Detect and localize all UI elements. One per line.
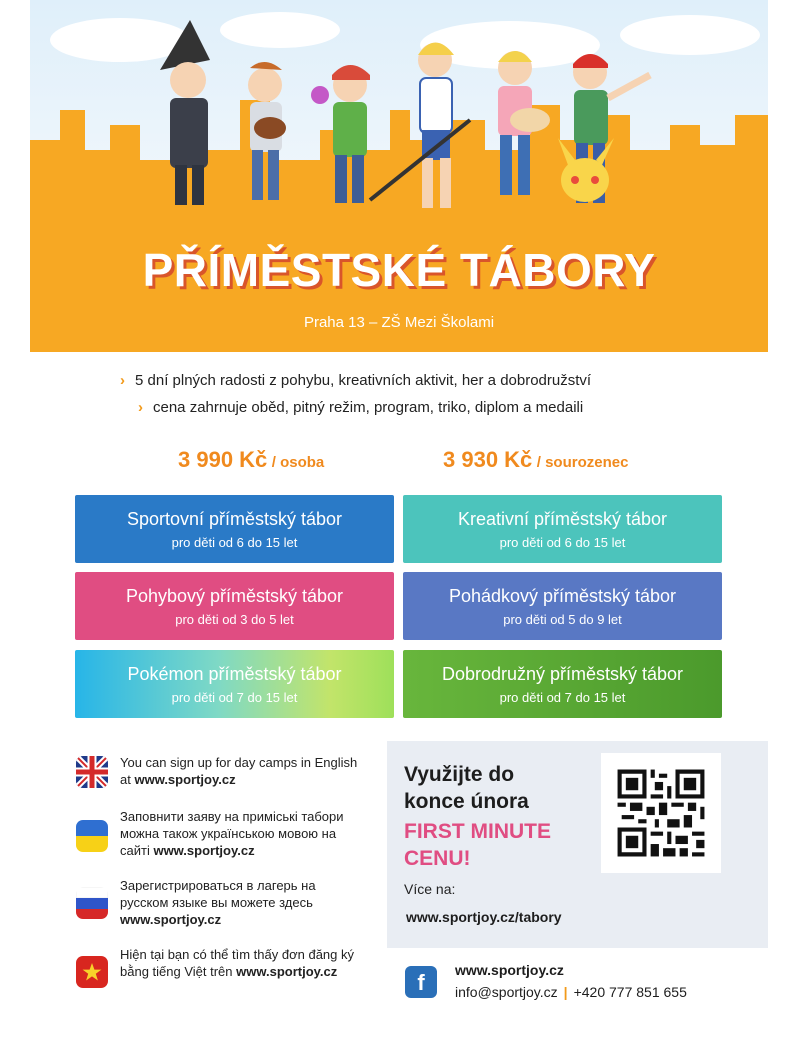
- promo-highlight-line: FIRST MINUTE: [404, 820, 551, 843]
- camp-name: Pokémon příměstský tábor: [127, 664, 342, 684]
- camp-name: Pohybový příměstský tábor: [125, 586, 344, 606]
- website-link[interactable]: www.sportjoy.cz: [455, 962, 564, 978]
- camp-age: pro děti od 6 do 15 let: [171, 535, 298, 550]
- language-note-text: Зарегистрироваться в лагерь на русском языке вы можете здесь: [120, 878, 316, 910]
- hero-banner: [30, 0, 768, 352]
- language-note-text: Заповнити заяву на примiськi табори можна також українською мовою на сайті: [120, 809, 344, 858]
- camp-age: pro děti od 6 do 15 let: [499, 535, 626, 550]
- camp-creative-tile[interactable]: [403, 495, 722, 563]
- price-unit: / osoba: [271, 454, 325, 471]
- camp-name: Dobrodružný příměstský tábor: [441, 664, 684, 684]
- more-info-label: Více na:: [404, 881, 456, 897]
- camp-name: Pohádkový příměstský tábor: [448, 586, 677, 606]
- promo-heading-line: Využijte do: [404, 763, 515, 786]
- price-sibling: [443, 447, 628, 473]
- page-title: PŘÍMĚSTSKÉ TÁBORY: [142, 244, 656, 296]
- camp-age: pro děti od 5 do 9 let: [503, 612, 622, 627]
- first-minute-promo: [387, 741, 768, 948]
- camp-adventure-tile[interactable]: [403, 650, 722, 718]
- price-amount: 3 990 Kč: [178, 447, 268, 472]
- contact-line: [455, 984, 687, 1000]
- language-note-text: You can sign up for day camps in English at: [120, 755, 358, 787]
- location-subtitle: Praha 13 – ZŠ Mezi Školami: [303, 314, 495, 331]
- email-link[interactable]: info@sportjoy.cz: [455, 984, 558, 1000]
- vietnam-flag-icon: [76, 956, 108, 988]
- camp-age: pro děti od 3 do 5 let: [175, 612, 294, 627]
- language-note-text: Hiện tại bạn có thể tìm thấy đơn đăng ký bằng tiếng Việt trên: [120, 947, 354, 979]
- facebook-icon[interactable]: f: [405, 966, 437, 998]
- camp-sport-tile[interactable]: [75, 495, 394, 563]
- price-amount: 3 930 Kč: [443, 447, 533, 472]
- camp-pokemon-tile[interactable]: [75, 650, 394, 718]
- promo-url-link[interactable]: www.sportjoy.cz/tabory: [406, 909, 562, 925]
- separator: |: [563, 984, 568, 1000]
- price-unit: / sourozenec: [536, 454, 629, 471]
- uk-flag-icon: [76, 756, 108, 788]
- language-note-russian: [76, 877, 366, 928]
- russia-flag-icon: [76, 887, 108, 919]
- list-item: [120, 371, 591, 398]
- promo-highlight: [404, 818, 551, 872]
- bullet-text: 5 dní plných radosti z pohybu, kreativních aktivit, her a dobrodružství: [135, 372, 592, 389]
- camp-name: Sportovní příměstský tábor: [126, 509, 343, 529]
- language-note-link[interactable]: www.sportjoy.cz: [236, 964, 338, 979]
- bullet-text: cena zahrnuje oběd, pitný režim, program, triko, diplom a medaili: [153, 399, 584, 416]
- language-note-link[interactable]: www.sportjoy.cz: [134, 772, 236, 787]
- chevron-right-icon: ›: [120, 372, 125, 389]
- phone-number[interactable]: +420 777 851 655: [573, 984, 687, 1000]
- qr-code-icon[interactable]: [601, 753, 721, 873]
- camp-age: pro děti od 7 do 15 let: [499, 690, 626, 705]
- language-note-link[interactable]: www.sportjoy.cz: [120, 912, 222, 927]
- list-item: [120, 398, 591, 425]
- language-note-vietnamese: [76, 946, 366, 980]
- camp-age: pro děti od 7 do 15 let: [171, 690, 298, 705]
- ukraine-flag-icon: [76, 820, 108, 852]
- promo-heading-line: konce února: [404, 790, 529, 813]
- language-note-ukrainian: [76, 808, 366, 859]
- language-note-english: [76, 754, 366, 788]
- promo-heading: [404, 761, 529, 815]
- promo-highlight-line: CENU!: [404, 847, 471, 870]
- camp-fairytale-tile[interactable]: [403, 572, 722, 640]
- chevron-right-icon: ›: [138, 399, 143, 416]
- camp-movement-tile[interactable]: [75, 572, 394, 640]
- camp-name: Kreativní příměstský tábor: [457, 509, 668, 529]
- benefits-list: [120, 371, 591, 425]
- price-per-person: [178, 447, 324, 473]
- hero-illustration: [30, 0, 768, 352]
- language-note-link[interactable]: www.sportjoy.cz: [153, 843, 255, 858]
